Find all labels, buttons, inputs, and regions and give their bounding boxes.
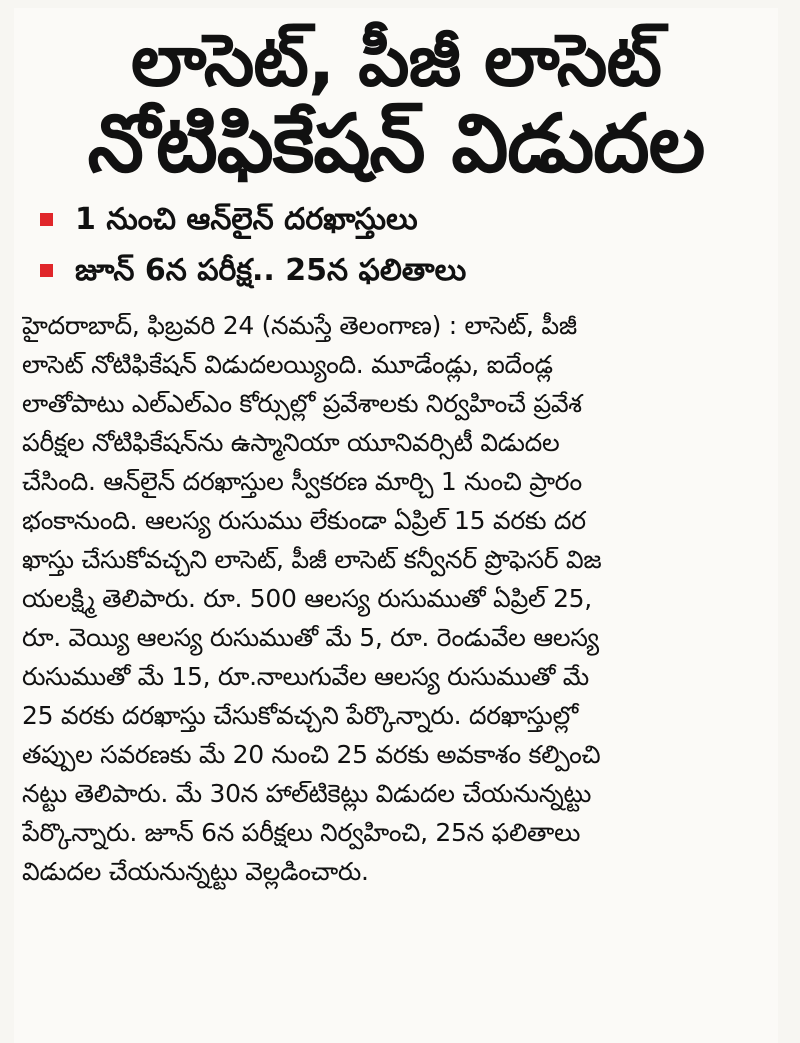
body-line: నట్టు తెలిపారు. మే 30న హాల్‌టికెట్లు విడుదల చేయనున్నట్టు	[22, 779, 592, 809]
body-line: రూ. వెయ్యి ఆలస్య రుసుముతో మే 5, రూ. రెండువేల ఆలస్య	[22, 623, 599, 653]
highlight-bullets	[14, 194, 778, 296]
body-line: రుసుముతో మే 15, రూ.నాలుగువేల ఆలస్య రుసుముతో మే	[22, 662, 589, 692]
bullet-text: జూన్ 6న పరీక్ష.. 25న ఫలితాలు	[75, 253, 467, 289]
red-square-bullet-icon	[40, 264, 53, 277]
red-square-bullet-icon	[40, 213, 53, 226]
body-line: లాతోపాటు ఎల్ఎల్ఎం కోర్సుల్లో ప్రవేశాలకు నిర్వహించే ప్రవేశ	[22, 389, 582, 419]
body-line: విడుదల చేయనున్నట్టు వెల్లడించారు.	[22, 857, 369, 887]
body-line: లాసెట్ నోటిఫికేషన్ విడుదలయ్యింది. మూడేండ్లు, ఐదేండ్ల	[22, 350, 553, 380]
headline-line-1: లాసెట్, పీజీ లాసెట్	[131, 18, 661, 102]
news-clipping	[14, 8, 778, 1043]
body-line: ఖాస్తు చేసుకోవచ్చని లాసెట్, పీజీ లాసెట్ కన్వీనర్ ప్రొఫెసర్ విజ	[22, 545, 602, 575]
body-line: చేసింది. ఆన్‌లైన్ దరఖాస్తుల స్వీకరణ మార్చి 1 నుంచి ప్రారం	[22, 467, 582, 497]
body-line: హైదరాబాద్, ఫిబ్రవరి 24 (నమస్తే తెలంగాణ) : లాసెట్, పీజీ	[22, 311, 577, 341]
body-line: 25 వరకు దరఖాస్తు చేసుకోవచ్చని పేర్కొన్నారు. దరఖాస్తుల్లో	[22, 701, 578, 731]
body-line: భంకానుంది. ఆలస్య రుసుము లేకుండా ఏప్రిల్ 15 వరకు దర	[22, 506, 586, 536]
bullet-text: 1 నుంచి ఆన్‌లైన్ దరఖాస్తులు	[75, 202, 418, 238]
body-line: పరీక్షల నోటిఫికేషన్‌ను ఉస్మానియా యూనివర్సిటీ విడుదల	[22, 428, 560, 458]
headline-line-2: నోటిఫికేషన్ విడుదల	[87, 96, 705, 190]
bullet-item	[40, 245, 778, 296]
headline	[14, 8, 778, 188]
body-line: పేర్కొన్నారు. జూన్ 6న పరీక్షలు నిర్వహించి, 25న ఫలితాలు	[22, 818, 581, 848]
body-line: తప్పుల సవరణకు మే 20 నుంచి 25 వరకు అవకాశం కల్పించి	[22, 740, 601, 770]
article-body	[14, 304, 778, 891]
body-line: యలక్ష్మి తెలిపారు. రూ. 500 ఆలస్య రుసుముతో ఏప్రిల్ 25,	[22, 584, 592, 614]
bullet-item	[40, 194, 778, 245]
